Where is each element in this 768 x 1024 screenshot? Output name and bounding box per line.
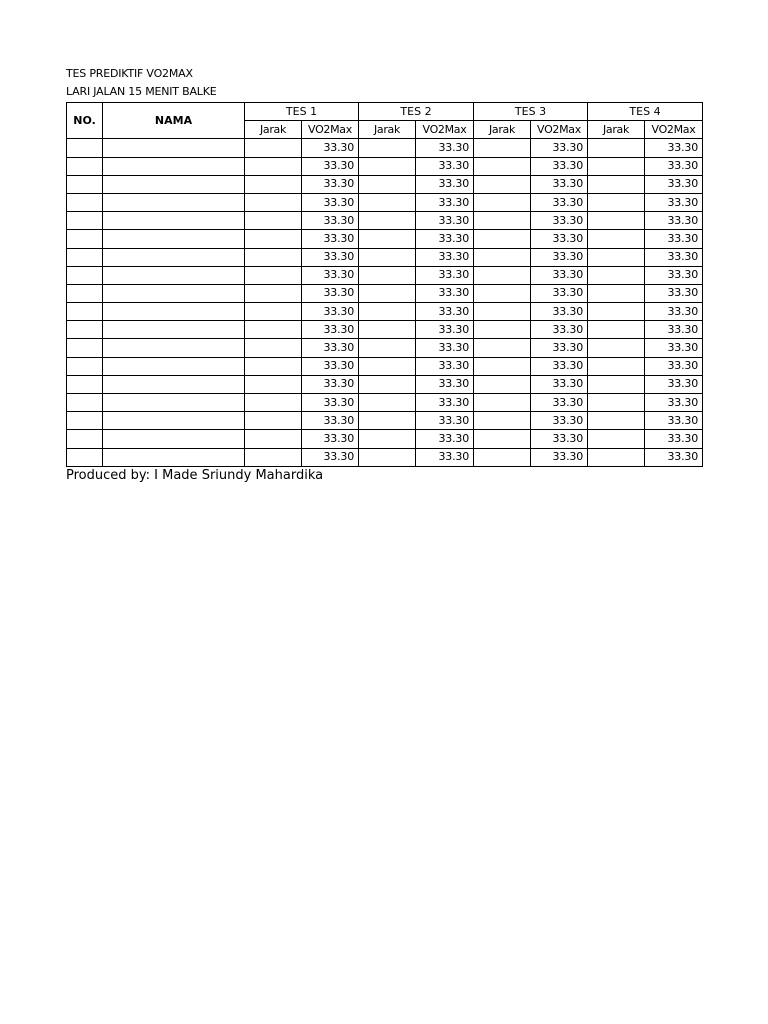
cell-vo2max[interactable]: 33.30 [302,230,359,248]
cell-jarak[interactable] [359,448,416,466]
cell-vo2max[interactable]: 33.30 [645,193,703,211]
cell-jarak[interactable] [588,375,645,393]
cell-jarak[interactable] [359,212,416,230]
cell-nama[interactable] [103,394,245,412]
cell-jarak[interactable] [359,193,416,211]
cell-vo2max[interactable]: 33.30 [645,212,703,230]
cell-jarak[interactable] [359,357,416,375]
cell-vo2max[interactable]: 33.30 [645,175,703,193]
cell-jarak[interactable] [588,193,645,211]
cell-jarak[interactable] [474,157,531,175]
cell-nama[interactable] [103,139,245,157]
cell-jarak[interactable] [245,339,302,357]
cell-jarak[interactable] [474,266,531,284]
document-title: TES PREDIKTIF VO2MAX [66,67,193,80]
cell-vo2max[interactable]: 33.30 [645,321,703,339]
cell-nama[interactable] [103,157,245,175]
table-row [67,448,703,466]
cell-jarak[interactable] [245,193,302,211]
cell-nama[interactable] [103,175,245,193]
cell-nama[interactable] [103,303,245,321]
header-tes-1: TES 1 [245,103,359,121]
cell-vo2max[interactable]: 33.30 [416,448,474,466]
cell-no[interactable] [67,193,103,211]
cell-jarak[interactable] [359,266,416,284]
cell-no[interactable] [67,248,103,266]
table-row [67,157,703,175]
table-row [67,303,703,321]
cell-vo2max[interactable]: 33.30 [531,448,588,466]
cell-nama[interactable] [103,321,245,339]
header-vo2max: VO2Max [645,121,703,139]
cell-vo2max[interactable]: 33.30 [531,266,588,284]
cell-jarak[interactable] [588,212,645,230]
cell-vo2max[interactable]: 33.30 [302,303,359,321]
cell-jarak[interactable] [245,448,302,466]
cell-jarak[interactable] [359,139,416,157]
cell-vo2max[interactable]: 33.30 [531,303,588,321]
cell-vo2max[interactable]: 33.30 [416,303,474,321]
cell-vo2max[interactable]: 33.30 [645,357,703,375]
table-body [67,139,703,466]
cell-jarak[interactable] [245,175,302,193]
cell-vo2max[interactable]: 33.30 [416,394,474,412]
cell-jarak[interactable] [588,357,645,375]
cell-vo2max[interactable]: 33.30 [416,230,474,248]
table-row [67,430,703,448]
cell-no[interactable] [67,394,103,412]
header-no: NO. [67,103,103,139]
cell-vo2max[interactable]: 33.30 [645,339,703,357]
header-jarak: Jarak [359,121,416,139]
cell-no[interactable] [67,175,103,193]
cell-vo2max[interactable]: 33.30 [531,394,588,412]
table-row [67,339,703,357]
header-vo2max: VO2Max [531,121,588,139]
cell-jarak[interactable] [359,248,416,266]
cell-jarak[interactable] [588,394,645,412]
cell-vo2max[interactable]: 33.30 [531,157,588,175]
cell-vo2max[interactable]: 33.30 [645,266,703,284]
cell-jarak[interactable] [245,230,302,248]
cell-no[interactable] [67,357,103,375]
header-vo2max: VO2Max [302,121,359,139]
cell-vo2max[interactable]: 33.30 [645,412,703,430]
cell-vo2max[interactable]: 33.30 [302,412,359,430]
table-row [67,284,703,302]
cell-vo2max[interactable]: 33.30 [302,175,359,193]
cell-vo2max[interactable]: 33.30 [645,448,703,466]
header-vo2max: VO2Max [416,121,474,139]
cell-no[interactable] [67,212,103,230]
cell-vo2max[interactable]: 33.30 [645,284,703,302]
cell-no[interactable] [67,321,103,339]
cell-vo2max[interactable]: 33.30 [531,339,588,357]
cell-vo2max[interactable]: 33.30 [302,248,359,266]
cell-nama[interactable] [103,430,245,448]
header-row-main [67,103,703,121]
cell-nama[interactable] [103,230,245,248]
cell-jarak[interactable] [245,212,302,230]
cell-vo2max[interactable]: 33.30 [416,139,474,157]
cell-jarak[interactable] [245,248,302,266]
cell-vo2max[interactable]: 33.30 [531,284,588,302]
cell-jarak[interactable] [359,394,416,412]
cell-vo2max[interactable]: 33.30 [645,303,703,321]
cell-vo2max[interactable]: 33.30 [531,175,588,193]
cell-vo2max[interactable]: 33.30 [302,193,359,211]
cell-no[interactable] [67,266,103,284]
table-row [67,212,703,230]
cell-vo2max[interactable]: 33.30 [302,212,359,230]
cell-jarak[interactable] [474,175,531,193]
cell-jarak[interactable] [359,339,416,357]
cell-jarak[interactable] [474,193,531,211]
cell-vo2max[interactable]: 33.30 [416,266,474,284]
cell-vo2max[interactable]: 33.30 [531,375,588,393]
cell-jarak[interactable] [359,375,416,393]
cell-vo2max[interactable]: 33.30 [302,321,359,339]
header-jarak: Jarak [474,121,531,139]
table-row [67,412,703,430]
cell-jarak[interactable] [588,157,645,175]
cell-nama[interactable] [103,193,245,211]
cell-jarak[interactable] [588,266,645,284]
cell-vo2max[interactable]: 33.30 [645,248,703,266]
cell-jarak[interactable] [588,139,645,157]
table-row [67,375,703,393]
table-row [67,321,703,339]
header-jarak: Jarak [245,121,302,139]
cell-jarak[interactable] [245,284,302,302]
cell-vo2max[interactable]: 33.30 [416,248,474,266]
cell-vo2max[interactable]: 33.30 [416,357,474,375]
cell-vo2max[interactable]: 33.30 [416,430,474,448]
cell-vo2max[interactable]: 33.30 [531,357,588,375]
cell-jarak[interactable] [245,157,302,175]
cell-vo2max[interactable]: 33.30 [416,321,474,339]
cell-jarak[interactable] [359,175,416,193]
cell-vo2max[interactable]: 33.30 [416,175,474,193]
header-tes-2: TES 2 [359,103,474,121]
cell-jarak[interactable] [474,248,531,266]
cell-jarak[interactable] [245,321,302,339]
cell-jarak[interactable] [245,375,302,393]
cell-vo2max[interactable]: 33.30 [531,212,588,230]
cell-no[interactable] [67,139,103,157]
cell-no[interactable] [67,448,103,466]
cell-nama[interactable] [103,266,245,284]
cell-jarak[interactable] [588,430,645,448]
cell-vo2max[interactable]: 33.30 [302,266,359,284]
cell-vo2max[interactable]: 33.30 [302,339,359,357]
document-subtitle: LARI JALAN 15 MENIT BALKE [66,85,217,98]
cell-jarak[interactable] [474,230,531,248]
cell-jarak[interactable] [359,430,416,448]
cell-vo2max[interactable]: 33.30 [531,193,588,211]
cell-vo2max[interactable]: 33.30 [531,321,588,339]
cell-jarak[interactable] [359,412,416,430]
cell-jarak[interactable] [359,303,416,321]
cell-jarak[interactable] [359,284,416,302]
cell-vo2max[interactable]: 33.30 [302,394,359,412]
cell-vo2max[interactable]: 33.30 [302,375,359,393]
cell-no[interactable] [67,157,103,175]
cell-jarak[interactable] [474,448,531,466]
cell-vo2max[interactable]: 33.30 [645,375,703,393]
cell-nama[interactable] [103,248,245,266]
cell-nama[interactable] [103,284,245,302]
cell-vo2max[interactable]: 33.30 [531,248,588,266]
cell-vo2max[interactable]: 33.30 [302,139,359,157]
cell-no[interactable] [67,284,103,302]
cell-jarak[interactable] [245,266,302,284]
cell-vo2max[interactable]: 33.30 [645,430,703,448]
cell-nama[interactable] [103,212,245,230]
table-row [67,230,703,248]
cell-jarak[interactable] [359,321,416,339]
footer-credit: Produced by: I Made Sriundy Mahardika [66,468,324,483]
cell-jarak[interactable] [474,139,531,157]
table-row [67,248,703,266]
header-nama: NAMA [103,103,245,139]
cell-jarak[interactable] [474,284,531,302]
cell-jarak[interactable] [245,412,302,430]
cell-vo2max[interactable]: 33.30 [531,230,588,248]
cell-jarak[interactable] [588,448,645,466]
cell-vo2max[interactable]: 33.30 [416,375,474,393]
cell-jarak[interactable] [588,248,645,266]
table-row [67,175,703,193]
cell-vo2max[interactable]: 33.30 [531,412,588,430]
cell-jarak[interactable] [474,394,531,412]
cell-jarak[interactable] [588,339,645,357]
cell-jarak[interactable] [245,430,302,448]
cell-no[interactable] [67,303,103,321]
cell-vo2max[interactable]: 33.30 [416,339,474,357]
cell-jarak[interactable] [359,157,416,175]
cell-no[interactable] [67,230,103,248]
cell-jarak[interactable] [474,375,531,393]
header-jarak: Jarak [588,121,645,139]
cell-vo2max[interactable]: 33.30 [302,357,359,375]
table-row [67,193,703,211]
table-row [67,394,703,412]
vo2max-table [66,102,703,467]
cell-vo2max[interactable]: 33.30 [645,157,703,175]
cell-jarak[interactable] [474,321,531,339]
cell-jarak[interactable] [359,230,416,248]
cell-jarak[interactable] [588,412,645,430]
cell-vo2max[interactable]: 33.30 [302,157,359,175]
cell-nama[interactable] [103,448,245,466]
cell-nama[interactable] [103,375,245,393]
cell-vo2max[interactable]: 33.30 [645,394,703,412]
cell-vo2max[interactable]: 33.30 [416,157,474,175]
cell-jarak[interactable] [245,357,302,375]
cell-jarak[interactable] [245,303,302,321]
cell-jarak[interactable] [474,412,531,430]
cell-no[interactable] [67,412,103,430]
cell-vo2max[interactable]: 33.30 [302,448,359,466]
cell-vo2max[interactable]: 33.30 [645,139,703,157]
cell-jarak[interactable] [588,175,645,193]
cell-nama[interactable] [103,357,245,375]
cell-jarak[interactable] [474,430,531,448]
cell-no[interactable] [67,430,103,448]
cell-no[interactable] [67,339,103,357]
cell-no[interactable] [67,375,103,393]
cell-vo2max[interactable]: 33.30 [645,230,703,248]
header-tes-3: TES 3 [474,103,588,121]
header-tes-4: TES 4 [588,103,703,121]
cell-vo2max[interactable]: 33.30 [531,139,588,157]
cell-vo2max[interactable]: 33.30 [416,193,474,211]
cell-jarak[interactable] [245,394,302,412]
cell-jarak[interactable] [588,321,645,339]
table-row [67,357,703,375]
cell-nama[interactable] [103,339,245,357]
cell-jarak[interactable] [588,303,645,321]
cell-vo2max[interactable]: 33.30 [416,212,474,230]
table-row [67,266,703,284]
cell-nama[interactable] [103,412,245,430]
cell-jarak[interactable] [588,284,645,302]
cell-vo2max[interactable]: 33.30 [416,284,474,302]
table-row [67,139,703,157]
cell-jarak[interactable] [245,139,302,157]
cell-jarak[interactable] [474,212,531,230]
cell-jarak[interactable] [474,339,531,357]
cell-vo2max[interactable]: 33.30 [302,430,359,448]
cell-jarak[interactable] [588,230,645,248]
cell-vo2max[interactable]: 33.30 [531,430,588,448]
cell-vo2max[interactable]: 33.30 [416,412,474,430]
cell-jarak[interactable] [474,303,531,321]
cell-jarak[interactable] [474,357,531,375]
cell-vo2max[interactable]: 33.30 [302,284,359,302]
